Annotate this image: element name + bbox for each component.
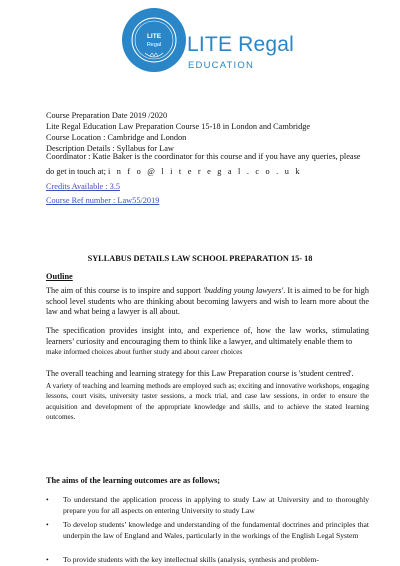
- coordinator-info: [46, 152, 368, 163]
- seal-text-top: LITE: [146, 33, 162, 40]
- strategy-paragraph: The overall teaching and learning strategy for this Law Preparation course is 'student centred'.: [46, 369, 354, 378]
- contact-prefix: do get in touch at;: [46, 167, 106, 176]
- intro-emphasis: 'budding young lawyers': [203, 286, 284, 295]
- list-item: [46, 555, 369, 566]
- course-name: Lite Regal Education Law Preparation Course 15-18 in London and Cambridge: [46, 122, 311, 131]
- intro-text-b: . It is aimed to be for high school level students who are thinking about becoming lawyers and wish to learn more about the law and what being a lawyer is all about.: [46, 286, 369, 317]
- contact-line: [46, 167, 368, 178]
- methods-paragraph: A variety of teaching and learning methods are employed such as; exciting and innovative workshops, engaging lessons, court visits, university taster sessions, a mock trial, and case law sessions, in order to ensure the acquisition and development of the appropriate knowledge and skills, and to achieve the stated learning outcomes.: [46, 382, 369, 422]
- course-location: Course Location : Cambridge and London: [46, 133, 187, 142]
- aims-heading: The aims of the learning outcomes are as follows;: [46, 476, 221, 485]
- course-ref-link[interactable]: Course Ref number : Law55/2019: [46, 196, 160, 205]
- credits-link[interactable]: Credits Available : 3.5: [46, 182, 121, 191]
- list-item-text: To provide students with the key intellectual skills (analysis, synthesis and problem-: [63, 555, 319, 564]
- logo-title: LITE Regal: [187, 33, 295, 56]
- seal-icon: [121, 7, 187, 73]
- list-item-text: To develop students’ knowledge and understanding of the fundamental doctrines and principles that underpin the law of England and Wales, particularly in the workings of the English Legal System: [63, 520, 369, 540]
- list-item-text: To understand the application process in applying to study Law at University and to thoroughly prepare you for all aspects on entering University to study Law: [63, 495, 369, 515]
- prep-date: Course Preparation Date 2019 /2020: [46, 111, 168, 120]
- coordinator-text: Coordinator : Katie Baker is the coordinator for this course and if you have any queries, please: [46, 152, 361, 161]
- intro-text-a: The aim of this course is to inspire and support: [46, 286, 204, 295]
- intro-paragraph: [46, 286, 369, 318]
- list-item: [46, 495, 369, 517]
- syllabus-title: SYLLABUS DETAILS LAW SCHOOL PREPARATION 15- 18: [87, 254, 313, 263]
- specification-note: make informed choices about further study and about career choices: [46, 348, 243, 356]
- course-description: Description Details : Syllabus for Law: [46, 144, 174, 153]
- logo-subtitle: EDUCATION: [188, 60, 255, 71]
- bullet-icon: •: [46, 520, 49, 529]
- bullet-icon: •: [46, 555, 49, 564]
- lite-regal-logo: [121, 7, 295, 99]
- list-item: [46, 520, 369, 542]
- seal-text-bottom: Regal: [146, 42, 162, 48]
- outline-heading: Outline: [46, 272, 73, 281]
- contact-email[interactable]: i n f o @ l i t e r e g a l . c o . u k: [108, 167, 302, 176]
- bullet-icon: •: [46, 495, 49, 504]
- specification-paragraph: The specification provides insight into, and experience of, how the law works, stimulating learners’ curiosity and encouraging them to think like a lawyer, and ultimately enable them to: [46, 326, 369, 346]
